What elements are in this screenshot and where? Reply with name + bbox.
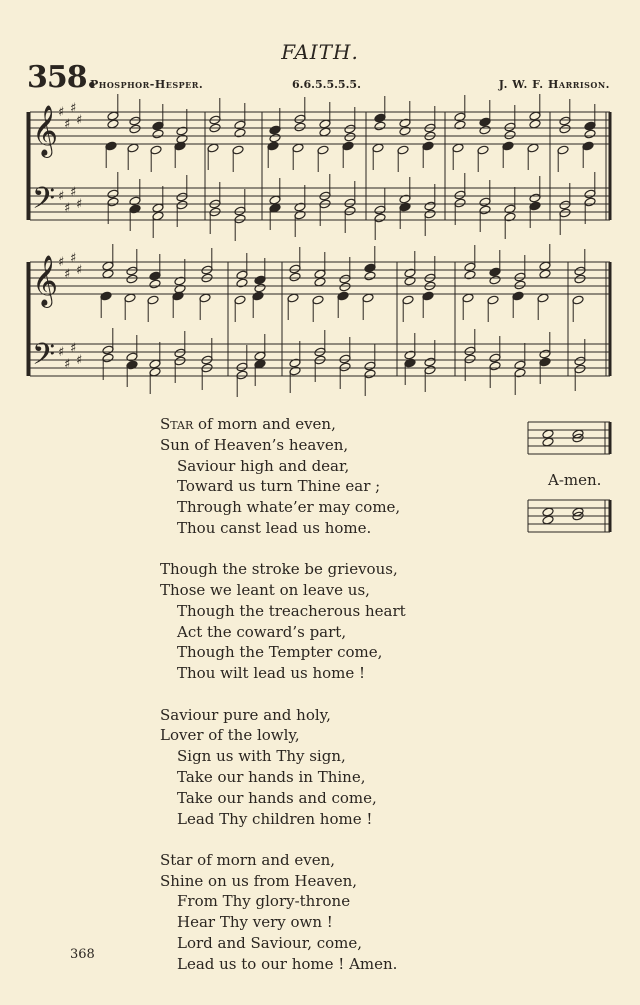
note-head (267, 141, 279, 151)
note-head (374, 213, 386, 223)
note-head (176, 192, 188, 202)
note-head (364, 369, 376, 379)
note-head (107, 119, 119, 129)
note-head (149, 359, 161, 369)
note-head (504, 212, 516, 222)
note-head (149, 367, 161, 377)
note-head (559, 200, 571, 210)
note-head (207, 143, 219, 153)
verse-line: Sun of Heaven’s heaven, (160, 435, 349, 454)
key-sharp: ♯ (70, 341, 77, 356)
note-head (364, 361, 376, 371)
note-head (126, 274, 138, 284)
note-head (372, 143, 384, 153)
verse-line: Thou wilt lead us home ! (177, 664, 366, 683)
note-head (464, 346, 476, 356)
note-head (102, 345, 114, 355)
note-head (464, 354, 476, 364)
note-head (582, 141, 594, 151)
note-head (404, 358, 416, 368)
note-head (102, 353, 114, 363)
note-head (344, 124, 356, 134)
note-head (424, 357, 436, 367)
note-head (339, 362, 351, 372)
note-head (342, 141, 354, 151)
note-head (542, 429, 554, 439)
stanza-3 (160, 705, 490, 830)
note-head (399, 126, 411, 136)
verse-line: Shine on us from Heaven, (160, 871, 358, 890)
note-head (364, 271, 376, 281)
verse-line: Star of morn and even, (160, 850, 336, 869)
key-sharp: ♯ (70, 101, 77, 116)
note-head (339, 282, 351, 292)
verse-line: Sign us with Thy sign, (177, 747, 346, 766)
bass-clef: 𝄢 (32, 182, 56, 223)
meter: 6.6.5.5.5.5. (292, 78, 361, 91)
note-head (422, 291, 434, 301)
note-head (537, 293, 549, 303)
note-head (572, 295, 584, 305)
note-head (487, 295, 499, 305)
note-head (489, 275, 501, 285)
key-sharp: ♯ (58, 255, 65, 270)
note-head (269, 125, 281, 135)
note-head (236, 278, 248, 288)
note-head (404, 350, 416, 360)
note-head (199, 293, 211, 303)
note-head (452, 143, 464, 153)
note-head (464, 262, 476, 272)
note-head (339, 274, 351, 284)
note-head (269, 195, 281, 205)
note-head (584, 129, 596, 139)
note-head (344, 206, 356, 216)
note-head (574, 356, 586, 366)
note-head (234, 214, 246, 224)
verse-line (160, 414, 490, 435)
verse-line: Saviour high and dear, (177, 456, 350, 475)
key-sharp: ♯ (64, 201, 71, 216)
note-head (502, 141, 514, 151)
note-head (404, 276, 416, 286)
key-sharp: ♯ (70, 251, 77, 266)
verse-first-word: Star (160, 415, 194, 433)
key-sharp: ♯ (76, 113, 83, 128)
verse-line: Take our hands and come, (177, 788, 377, 807)
note-head (174, 276, 186, 286)
note-head (399, 194, 411, 204)
note-head (234, 120, 246, 130)
key-sharp: ♯ (64, 267, 71, 282)
verse-line: Through whate’er may come, (177, 498, 401, 517)
note-head (294, 210, 306, 220)
note-head (529, 111, 541, 121)
note-head (337, 291, 349, 301)
note-head (172, 291, 184, 301)
note-head (512, 291, 524, 301)
note-head (107, 111, 119, 121)
note-head (584, 197, 596, 207)
note-head (489, 361, 501, 371)
note-head (127, 143, 139, 153)
key-sharp: ♯ (58, 345, 65, 360)
note-head (514, 272, 526, 282)
note-head (574, 266, 586, 276)
note-head (559, 124, 571, 134)
verse-line: Lead us to our home ! Amen. (177, 954, 398, 973)
note-head (252, 291, 264, 301)
note-head (542, 437, 554, 447)
note-head (149, 271, 161, 281)
note-head (107, 189, 119, 199)
note-head (107, 197, 119, 207)
key-sharp: ♯ (76, 353, 83, 368)
note-head (314, 277, 326, 287)
note-head (344, 132, 356, 142)
note-head (254, 283, 266, 293)
note-head (129, 124, 141, 134)
note-head (529, 193, 541, 203)
key-sharp: ♯ (70, 185, 77, 200)
key-sharp: ♯ (76, 263, 83, 278)
note-head (126, 352, 138, 362)
note-head (542, 515, 554, 525)
verse-line-rest: of morn and even, (193, 415, 336, 433)
note-head (254, 275, 266, 285)
note-head (454, 190, 466, 200)
note-head (504, 204, 516, 214)
note-head (289, 366, 301, 376)
note-head (319, 119, 331, 129)
key-sharp: ♯ (58, 189, 65, 204)
note-head (254, 351, 266, 361)
note-head (105, 141, 117, 151)
hymn-number: 358. (27, 60, 97, 95)
note-head (539, 349, 551, 359)
verse-line: Those we leant on leave us, (160, 581, 370, 600)
note-head (374, 121, 386, 131)
note-head (234, 295, 246, 305)
note-head (236, 370, 248, 380)
note-head (584, 189, 596, 199)
note-head (374, 205, 386, 215)
verse-line: Act the coward’s part, (177, 622, 347, 641)
note-head (479, 117, 491, 127)
bass-clef: 𝄢 (32, 338, 56, 379)
note-head (584, 121, 596, 131)
note-head (399, 202, 411, 212)
note-head (176, 200, 188, 210)
note-head (574, 274, 586, 284)
note-head (174, 356, 186, 366)
verse-line: Hear Thy very own ! (177, 913, 333, 932)
verse-line: Thou canst lead us home. (177, 518, 372, 537)
note-head (174, 348, 186, 358)
note-head (539, 261, 551, 271)
page-number: 368 (70, 947, 95, 962)
verse-line: Though the treacherous heart (177, 601, 406, 620)
note-head (254, 359, 266, 369)
note-head (397, 145, 409, 155)
note-head (289, 272, 301, 282)
verse-line: Toward us turn Thine ear ; (177, 477, 381, 496)
note-head (527, 143, 539, 153)
note-head (424, 209, 436, 219)
note-head (294, 114, 306, 124)
note-head (557, 145, 569, 155)
tune-name: Phosphor-Hesper. (90, 78, 204, 91)
note-head (454, 112, 466, 122)
key-sharp: ♯ (76, 197, 83, 212)
section-title: FAITH. (281, 40, 359, 64)
note-head (404, 268, 416, 278)
note-head (319, 127, 331, 137)
note-head (542, 507, 554, 517)
note-head (539, 357, 551, 367)
note-head (236, 270, 248, 280)
key-sharp: ♯ (64, 117, 71, 132)
note-head (152, 211, 164, 221)
stanza-2 (160, 559, 490, 684)
note-head (514, 360, 526, 370)
verse-line: Lead Thy children home ! (177, 809, 373, 828)
note-head (539, 269, 551, 279)
note-head (529, 201, 541, 211)
note-head (147, 295, 159, 305)
note-head (489, 267, 501, 277)
key-sharp: ♯ (58, 105, 65, 120)
note-head (479, 125, 491, 135)
note-head (149, 279, 161, 289)
note-head (289, 264, 301, 274)
note-head (344, 198, 356, 208)
note-head (339, 354, 351, 364)
amen-label: A-men. (548, 471, 602, 489)
note-head (289, 358, 301, 368)
note-head (317, 145, 329, 155)
composer: J. W. F. Harrison. (498, 78, 610, 91)
note-head (129, 196, 141, 206)
note-head (477, 145, 489, 155)
note-head (489, 353, 501, 363)
note-head (559, 116, 571, 126)
note-head (479, 205, 491, 215)
note-head (399, 118, 411, 128)
note-head (152, 121, 164, 131)
verse-line: Lord and Saviour, come, (177, 934, 363, 953)
note-head (287, 293, 299, 303)
note-head (236, 362, 248, 372)
note-head (464, 270, 476, 280)
stanza-1 (160, 414, 490, 539)
stanza-4 (160, 850, 490, 975)
note-head (314, 269, 326, 279)
note-head (126, 360, 138, 370)
note-head (234, 128, 246, 138)
note-head (374, 113, 386, 123)
note-head (479, 197, 491, 207)
note-head (152, 203, 164, 213)
note-head (129, 204, 141, 214)
note-head (294, 202, 306, 212)
note-head (362, 293, 374, 303)
note-head (234, 206, 246, 216)
note-head (574, 364, 586, 374)
note-head (294, 122, 306, 132)
note-head (152, 129, 164, 139)
note-head (454, 198, 466, 208)
verse-line: Though the Tempter come, (177, 643, 383, 662)
note-head (102, 269, 114, 279)
note-head (514, 280, 526, 290)
note-head (529, 119, 541, 129)
note-head (232, 145, 244, 155)
note-head (129, 116, 141, 126)
verse-line: From Thy glory-throne (177, 892, 351, 911)
note-head (462, 293, 474, 303)
verse-line: Saviour pure and holy, (160, 705, 331, 724)
note-head (424, 201, 436, 211)
treble-clef: 𝄞 (32, 105, 59, 156)
note-head (174, 141, 186, 151)
note-head (292, 143, 304, 153)
note-head (514, 368, 526, 378)
treble-clef: 𝄞 (32, 255, 59, 306)
note-head (364, 263, 376, 273)
note-head (269, 133, 281, 143)
hymn-verses (160, 414, 490, 995)
note-head (504, 122, 516, 132)
note-head (424, 365, 436, 375)
note-head (504, 130, 516, 140)
note-head (559, 208, 571, 218)
verse-line: Take our hands in Thine, (177, 767, 366, 786)
note-head (269, 203, 281, 213)
note-head (126, 266, 138, 276)
verse-line: Lover of the lowly, (160, 726, 300, 745)
note-head (100, 291, 112, 301)
note-head (102, 261, 114, 271)
verse-line: Though the stroke be grievous, (160, 560, 398, 579)
note-head (150, 145, 162, 155)
key-sharp: ♯ (64, 357, 71, 372)
note-head (124, 293, 136, 303)
note-head (176, 126, 188, 136)
note-head (312, 295, 324, 305)
note-head (402, 295, 414, 305)
note-head (454, 120, 466, 130)
note-head (422, 141, 434, 151)
